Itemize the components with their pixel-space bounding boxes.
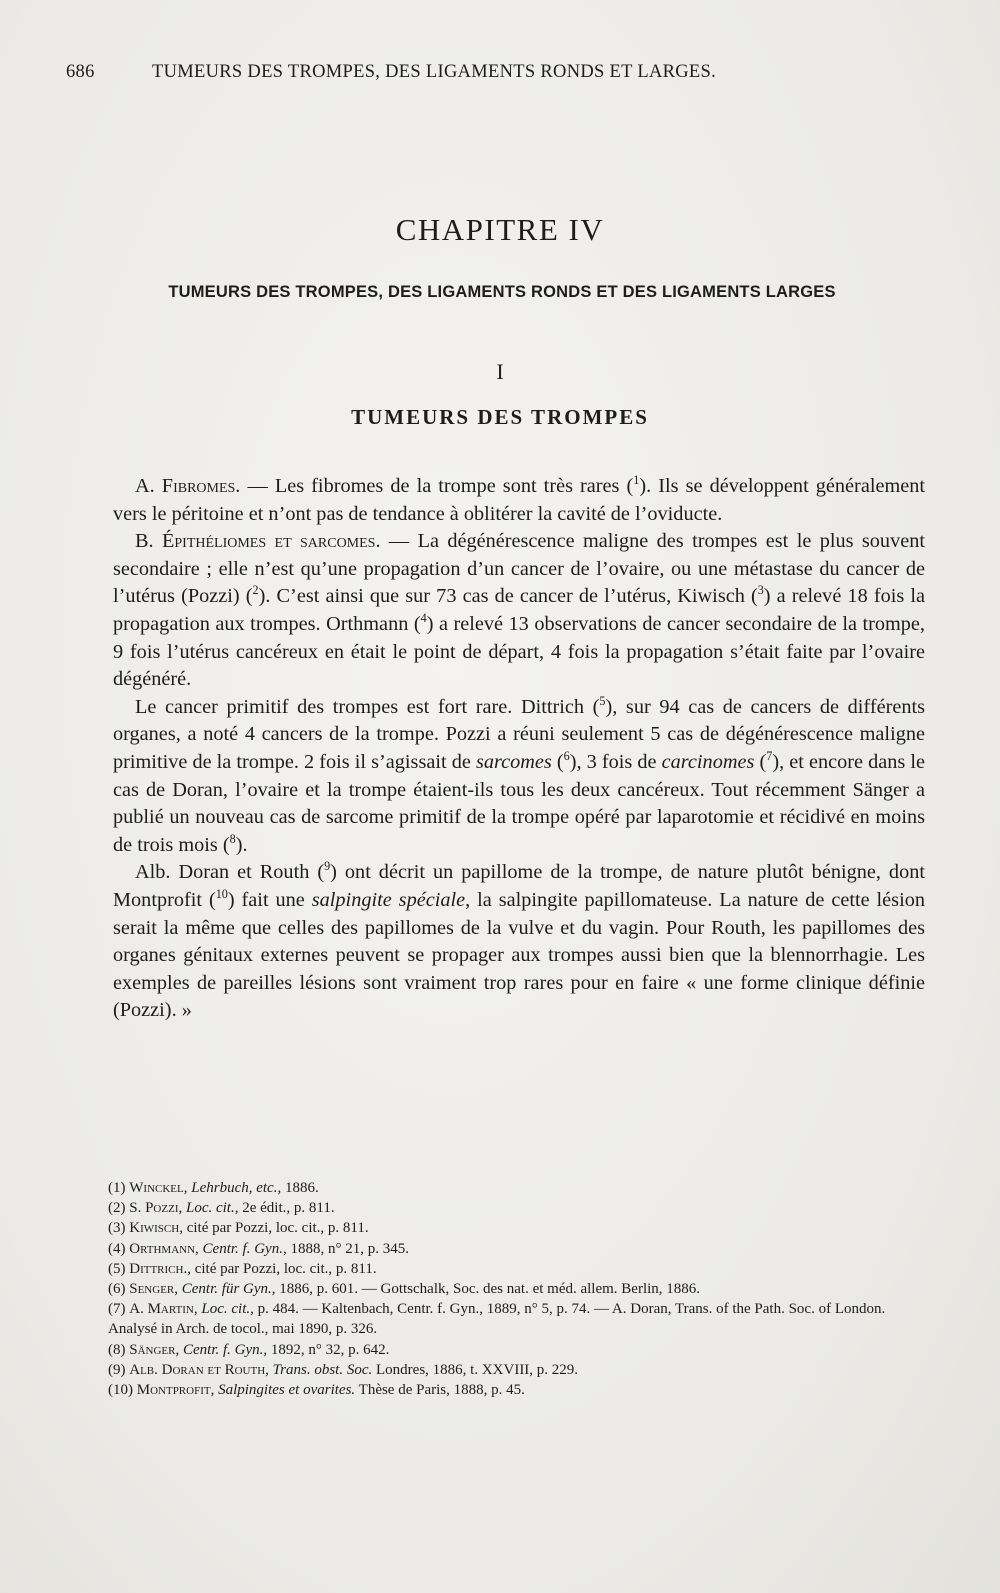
text-run: ) ont décrit un papillome de la trompe, de nature plutôt bénigne, dont Montprofit (: [113, 861, 925, 911]
footnote: [108, 1198, 928, 1218]
footnote-work: Trans. obst. Soc.: [268, 1361, 373, 1378]
footnotes: [108, 1178, 928, 1400]
text-run: (: [754, 750, 767, 773]
note-ref: 3: [757, 583, 764, 598]
footnote-mark: (2): [108, 1200, 126, 1217]
footnote: [108, 1279, 928, 1299]
footnote: [108, 1299, 928, 1339]
footnote-author: Sänger,: [129, 1341, 180, 1358]
text-run: ). Ils se développent généralement vers le péritoine et n’ont pas de tendance à oblitérer la cavité de l’oviducte.: [113, 475, 926, 525]
footnote-mark: (6): [108, 1281, 126, 1298]
footnote-work: Centr. f. Gyn.,: [198, 1240, 287, 1257]
footnote-mark: (3): [108, 1220, 126, 1237]
italic-term: salpingite spéciale: [311, 888, 466, 911]
text-run: — La dégénérescence maligne des trompes est le plus souvent secondaire ; elle n’est qu’une propagation d’un cancer de l’ovaire, ou une métastase du cancer de l’utérus (Pozzi) (: [113, 530, 925, 608]
text-run: Le cancer primitif des trompes est fort rare. Dittrich (: [135, 695, 600, 718]
footnote-rest: 1892, n° 32, p. 642.: [267, 1341, 390, 1358]
text-run: Alb. Doran et Routh (: [135, 861, 325, 884]
footnote-mark: (8): [108, 1341, 126, 1358]
footnote-work: Centr. für Gyn.,: [178, 1281, 276, 1298]
text-run: — Les fibromes de la trompe sont très rares (: [240, 475, 634, 497]
chapter-subtitle: TUMEURS DES TROMPES, DES LIGAMENTS RONDS ET DES LIGAMENTS LARGES: [168, 283, 836, 301]
footnote-rest: Thèse de Paris, 1888, p. 45.: [355, 1382, 525, 1399]
footnote-author: Kiwisch,: [129, 1220, 183, 1237]
footnote-work: Salpingites et ovarites.: [214, 1382, 356, 1399]
footnote: [108, 1178, 928, 1198]
note-ref: 4: [420, 611, 427, 626]
text-run: ) a relevé 13 observations de cancer secondaire de la trompe, 9 fois l’utérus cancéreux en était le point de départ, 4 fois la propagation s’était faite par l’ovaire dégénéré.: [113, 612, 925, 691]
footnote-rest: p. 484. — Kaltenbach, Centr. f. Gyn., 1889, n° 5, p. 74. — A. Doran, Trans. of the Path. Soc. of London. Analysé in Arch. de tocol., mai 1890, p. 326.: [108, 1301, 886, 1338]
footnote: [108, 1259, 928, 1279]
running-header: [66, 62, 856, 83]
footnote-mark: (9): [108, 1361, 126, 1378]
note-ref: 8: [229, 831, 236, 846]
text-run: , la salpingite papillomateuse. La nature de cette lésion serait la même que celles des papillomes de la vulve et du vagin. Pour Routh, les papillomes des organes génitaux externes peuvent se propager aux trompes aussi bien que la blennorrhagie. Les exemples de pareilles lésions sont vraiment trop rares pour en faire « une forme clinique définie (Pozzi). »: [113, 888, 925, 1022]
footnote-author: Montprofit,: [136, 1382, 215, 1399]
footnote-author: Alb. Doran et Routh,: [129, 1361, 269, 1378]
footnote-rest: cité par Pozzi, loc. cit., p. 811.: [182, 1220, 369, 1237]
footnote-work: Centr. f. Gyn.,: [179, 1341, 268, 1358]
note-ref: 9: [324, 859, 331, 874]
section-title: TUMEURS DES TROMPES: [351, 405, 649, 429]
text-run: ), 3 fois de: [569, 750, 662, 773]
footnote-rest: cité par Pozzi, loc. cit., p. 811.: [190, 1260, 377, 1277]
footnote-mark: (10): [108, 1382, 133, 1399]
paragraph-fibromes: [113, 473, 925, 528]
paragraph-papillome: [113, 859, 925, 1025]
note-ref: 7: [766, 749, 773, 764]
footnote-work: Loc. cit.,: [182, 1200, 239, 1217]
text-run: ).: [235, 833, 248, 856]
footnote-mark: (1): [108, 1180, 126, 1196]
footnote-author: Winckel,: [129, 1180, 188, 1196]
italic-term: carcinomes: [661, 750, 755, 773]
body-text: [113, 473, 925, 1025]
italic-term: sarcomes: [475, 750, 552, 773]
text-run: ), sur 94 cas de cancers de différents organes, a noté 4 cancers de la trompe. Pozzi a réuni seulement 5 cas de dégénérescence maligne primitive de la trompe. 2 fois il s’agissait de: [113, 695, 926, 773]
footnote-mark: (4): [108, 1240, 126, 1257]
paragraph-head: B. Épithéliomes et sarcomes.: [135, 530, 381, 553]
note-ref: 1: [633, 473, 640, 488]
note-ref: 6: [563, 749, 570, 764]
footnote-rest: 1888, n° 21, p. 345.: [286, 1240, 409, 1257]
footnote-rest: 1886.: [281, 1180, 319, 1196]
footnote-author: A. Martin,: [129, 1301, 198, 1318]
chapter-heading: CHAPITRE IV: [395, 212, 605, 247]
footnote-author: Senger,: [129, 1281, 179, 1298]
footnote: [108, 1380, 928, 1400]
footnote-mark: (5): [108, 1260, 126, 1277]
text-run: ) a relevé 18 fois la propagation aux trompes. Orthmann (: [113, 585, 926, 635]
note-ref: 5: [599, 693, 606, 708]
paragraph-epitheliomes: [113, 528, 925, 694]
running-head: TUMEURS DES TROMPES, DES LIGAMENTS RONDS ET LARGES.: [152, 62, 717, 82]
note-ref: 2: [252, 583, 259, 598]
footnote-author: Orthmann,: [129, 1240, 199, 1257]
footnote: [108, 1218, 928, 1238]
footnote-rest: 2e édit., p. 811.: [238, 1200, 335, 1217]
text-run: ) fait une: [227, 888, 312, 911]
paragraph-cancer-primitif: [113, 694, 925, 860]
page-number: 686: [66, 62, 95, 82]
footnote: [108, 1340, 928, 1360]
note-ref: 10: [215, 887, 228, 902]
footnote-rest: 1886, p. 601. — Gottschalk, Soc. des nat. et méd. allem. Berlin, 1886.: [275, 1281, 701, 1298]
paragraph-head: A. Fibromes.: [135, 475, 241, 497]
footnote-author: S. Pozzi,: [129, 1200, 183, 1217]
text-run: ), et encore dans le cas de Doran, l’ovaire et la trompe étaient-ils tous les deux cancéreux. Tout récemment Sänger a publié un nouveau cas de sarcome primitif de la trompe opéré par laparotomie et récidivé en moins de trois mois (: [113, 750, 926, 856]
footnote-work: Loc. cit.,: [197, 1301, 254, 1318]
section-number: I: [496, 359, 504, 384]
footnote-work: Lehrbuch, etc.,: [187, 1180, 282, 1196]
footnote-mark: (7): [108, 1301, 126, 1318]
text-run: (: [551, 750, 564, 773]
footnote-author: Dittrich.,: [129, 1260, 191, 1277]
footnote: [108, 1360, 928, 1380]
text-run: ). C’est ainsi que sur 73 cas de cancer de l’utérus, Kiwisch (: [258, 585, 758, 608]
footnote-rest: Londres, 1886, t. XXVIII, p. 229.: [372, 1361, 579, 1378]
footnote: [108, 1239, 928, 1259]
